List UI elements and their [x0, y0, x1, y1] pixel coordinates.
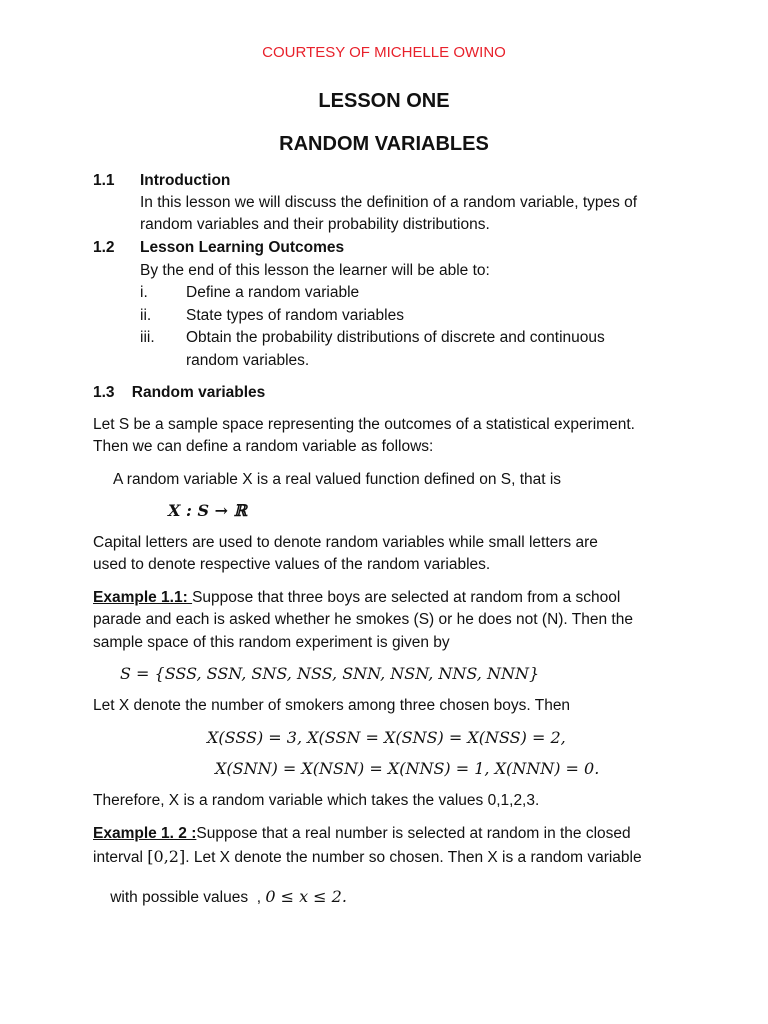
- section-title: Lesson Learning Outcomes: [140, 239, 345, 256]
- lesson-subtitle: RANDOM VARIABLES: [279, 133, 489, 155]
- courtesy-line: COURTESY OF MICHELLE OWINO: [262, 44, 506, 61]
- paragraph-line: used to denote respective values of the random variables.: [93, 556, 491, 573]
- section-heading: 1.3 Random variables: [93, 384, 266, 401]
- paragraph-line: Therefore, X is a random variable which takes the values 0,1,2,3.: [93, 792, 540, 809]
- lesson-title: LESSON ONE: [318, 90, 450, 112]
- example-text: with possible values ,: [110, 889, 266, 906]
- interval-formula: [0,2]: [147, 847, 186, 866]
- sample-space-formula: S = {SSS, SSN, SNS, NSS, SNN, NSN, NNS, NNN}: [120, 664, 540, 683]
- example-line: [93, 825, 631, 843]
- list-item-label: i.: [140, 284, 148, 301]
- equation-line: X(SSS) = 3, X(SSN = X(SNS) = X(NSS) = 2,: [207, 728, 566, 747]
- equation-line: X(SNN) = X(NSN) = X(NNS) = 1, X(NNN) = 0.: [215, 759, 600, 778]
- example-text: . Let X denote the number so chosen. Then X is a random variable: [185, 849, 642, 866]
- example-label: Example 1. 2 :: [93, 825, 197, 842]
- section-title: Introduction: [140, 172, 231, 189]
- paragraph-line: Then we can define a random variable as follows:: [93, 438, 434, 455]
- list-item: Obtain the probability distributions of discrete and continuous: [186, 329, 605, 346]
- section-number: 1.1: [93, 172, 115, 189]
- list-item-continued: random variables.: [186, 352, 310, 369]
- paragraph-line: sample space of this random experiment is given by: [93, 634, 450, 651]
- section-number: 1.2: [93, 239, 115, 256]
- list-item: State types of random variables: [186, 307, 404, 324]
- list-item-label: ii.: [140, 307, 152, 324]
- example-label: Example 1.1:: [93, 589, 193, 606]
- example-text: Suppose that a real number is selected at random in the closed: [196, 825, 631, 842]
- list-item-label: iii.: [140, 329, 155, 346]
- definition-line: A random variable X is a real valued function defined on S, that is: [113, 471, 562, 488]
- example-line: [93, 589, 620, 607]
- definition-formula: X : S → ℝ: [168, 501, 247, 520]
- paragraph-line: Capital letters are used to denote random variables while small letters are: [93, 534, 598, 551]
- example-line: [93, 869, 347, 925]
- list-item: Define a random variable: [186, 284, 360, 301]
- paragraph-line: By the end of this lesson the learner will be able to:: [140, 262, 490, 279]
- paragraph-line: Let X denote the number of smokers among three chosen boys. Then: [93, 697, 571, 714]
- paragraph-line: Let S be a sample space representing the outcomes of a statistical experiment.: [93, 416, 635, 433]
- range-formula: 0 ≤ x ≤ 2.: [265, 887, 347, 906]
- example-text: interval: [93, 849, 148, 866]
- paragraph-line: In this lesson we will discuss the definition of a random variable, types of: [140, 194, 638, 211]
- example-line: [93, 847, 642, 867]
- example-text: Suppose that three boys are selected at random from a school: [192, 589, 621, 606]
- paragraph-line: parade and each is asked whether he smokes (S) or he does not (N). Then the: [93, 611, 633, 628]
- paragraph-line: random variables and their probability distributions.: [140, 216, 490, 233]
